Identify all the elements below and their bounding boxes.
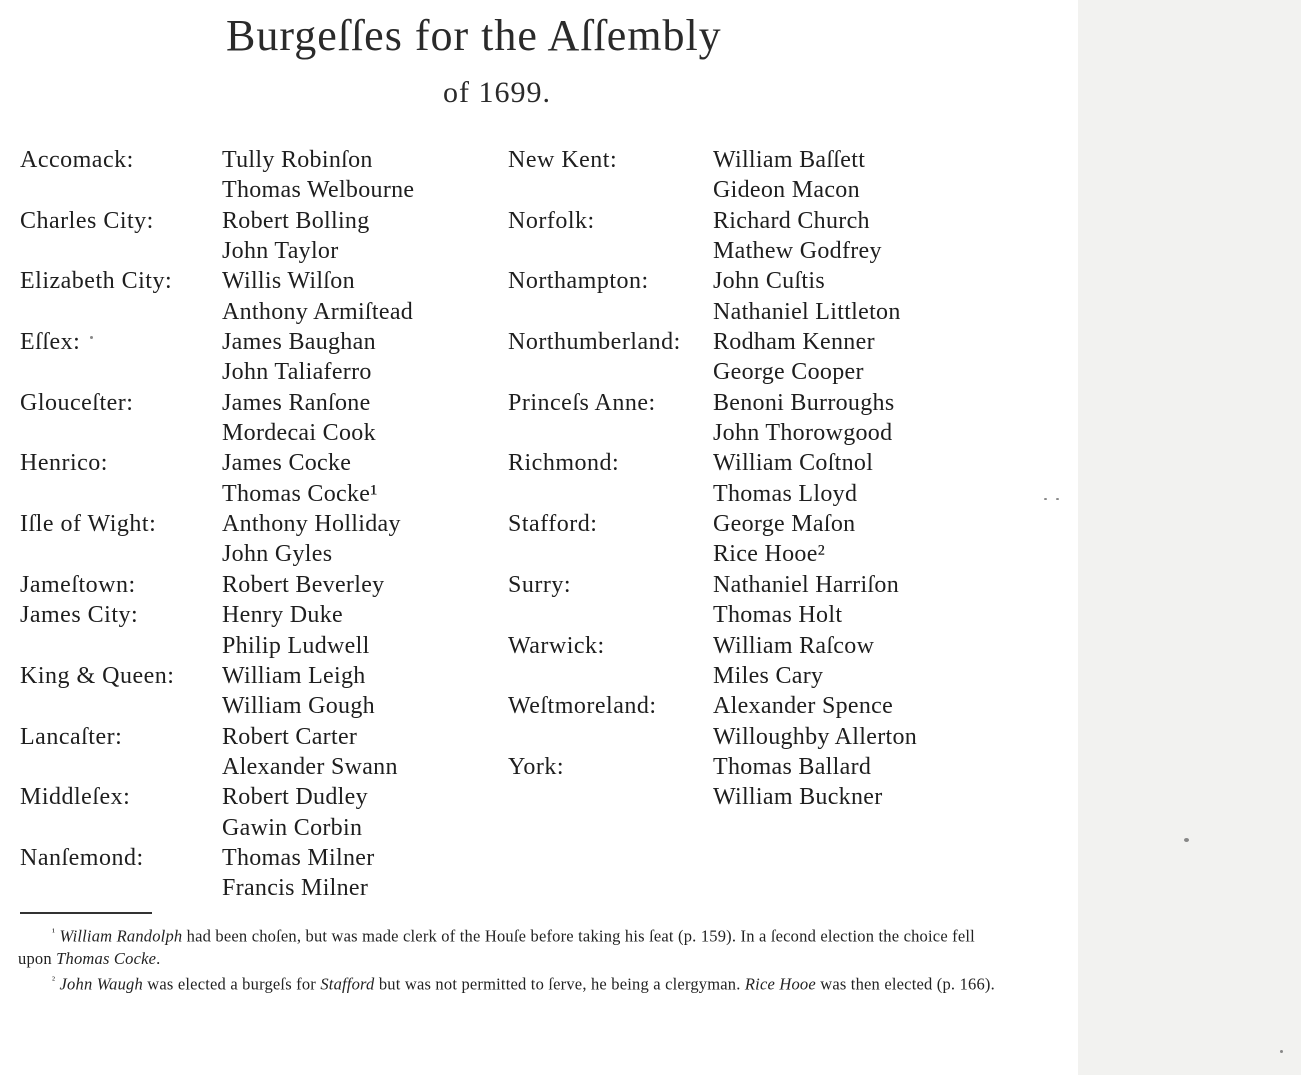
- county-name: Eſſex:: [20, 329, 81, 356]
- burgess-list: [222, 570, 384, 600]
- county-name: Weſtmoreland:: [508, 693, 657, 720]
- paper-speck: [90, 336, 93, 339]
- county-entry: [20, 661, 490, 722]
- county-name: Northumberland:: [508, 329, 681, 356]
- footnote-name: Rice Hooe: [744, 974, 816, 993]
- county-name: York:: [508, 753, 565, 780]
- burgess-name: Willoughby Allerton: [713, 723, 918, 750]
- county-entry: [20, 509, 490, 570]
- burgess-name: Thomas Milner: [222, 844, 375, 871]
- burgess-name: Alexander Swann: [222, 753, 398, 780]
- paper-speck: [1280, 1050, 1283, 1053]
- county-name: Elizabeth City:: [20, 268, 173, 295]
- burgess-list: [713, 691, 917, 752]
- footnote-mark: ¹: [52, 927, 56, 938]
- county-entry: [508, 327, 958, 388]
- county-name: King & Queen:: [20, 662, 175, 689]
- burgess-name: George Maſon: [713, 511, 856, 538]
- footnote-1: [18, 922, 998, 970]
- burgess-name: Robert Beverley: [222, 571, 385, 598]
- burgess-list: [222, 206, 370, 267]
- burgess-list: [713, 145, 865, 206]
- county-name: Northampton:: [508, 268, 649, 295]
- burgess-name: John Taliaferro: [222, 359, 372, 386]
- burgess-name: Francis Milner: [222, 875, 369, 902]
- burgess-name: Mathew Godfrey: [713, 238, 882, 265]
- county-name: New Kent:: [508, 147, 618, 173]
- burgess-list: [222, 509, 401, 570]
- paper-speck: [1184, 838, 1189, 842]
- burgess-name: Gideon Macon: [713, 177, 860, 204]
- county-entry: [508, 448, 958, 509]
- burgess-name: William Gough: [222, 693, 375, 720]
- burgess-list: [713, 509, 855, 570]
- burgess-list: [713, 206, 882, 267]
- burgess-name: William Coſtnol: [713, 450, 874, 477]
- county-name: Glouceſter:: [20, 389, 134, 416]
- burgess-list: [713, 752, 883, 813]
- burgess-name: James Ranſone: [222, 389, 371, 416]
- burgess-name: William Buckner: [713, 784, 883, 811]
- burgess-name: William Raſcow: [713, 632, 875, 659]
- county-entry: [508, 266, 958, 327]
- burgess-name: John Cuſtis: [713, 268, 825, 295]
- burgess-name: Robert Bolling: [222, 207, 370, 234]
- burgess-list: [222, 327, 376, 388]
- left-column: [20, 145, 490, 904]
- county-name: Stafford:: [508, 511, 598, 538]
- burgess-name: James Baughan: [222, 329, 376, 356]
- county-entry: [20, 206, 490, 267]
- burgess-name: Henry Duke: [222, 602, 343, 629]
- county-name: Jameſtown:: [20, 571, 136, 598]
- county-name: Middleſex:: [20, 784, 131, 811]
- burgess-name: Gawin Corbin: [222, 814, 363, 841]
- burgess-list: [713, 448, 873, 509]
- county-name: Lancaſter:: [20, 723, 123, 750]
- county-entry: [508, 570, 958, 631]
- burgess-name: George Cooper: [713, 359, 864, 386]
- burgess-name: Mordecai Cook: [222, 420, 376, 447]
- paper-speck: [1044, 498, 1047, 500]
- burgess-name: Anthony Armiſtead: [222, 298, 414, 325]
- burgess-list: [222, 266, 413, 327]
- county-name: Nanſemond:: [20, 844, 144, 871]
- county-entry: [20, 843, 490, 904]
- burgess-name: Thomas Lloyd: [713, 480, 858, 507]
- page-margin: [1078, 0, 1301, 1075]
- county-name: Accomack:: [20, 147, 134, 173]
- burgess-name: Robert Carter: [222, 723, 358, 750]
- burgess-list: [222, 782, 368, 843]
- county-name: Richmond:: [508, 450, 620, 477]
- footnote-text: was then elected (p. 166).: [815, 974, 995, 993]
- burgess-list: [222, 388, 376, 449]
- footnote-name: John Waugh: [59, 974, 143, 993]
- county-name: Princeſs Anne:: [508, 389, 656, 416]
- burgess-name: Nathaniel Harriſon: [713, 571, 899, 598]
- county-name: Norfolk:: [508, 207, 595, 234]
- footnote-text: .: [156, 948, 161, 968]
- burgess-name: Alexander Spence: [713, 693, 894, 720]
- burgess-name: Thomas Welbourne: [222, 177, 415, 204]
- burgess-name: Rice Hooe²: [713, 541, 826, 568]
- burgess-list: [713, 631, 874, 692]
- footnotes: [18, 922, 998, 995]
- county-entry: [508, 145, 958, 206]
- burgess-list: [222, 145, 414, 206]
- burgess-name: William Baſſett: [713, 147, 866, 173]
- burgess-list: [713, 266, 901, 327]
- county-entry: [20, 388, 490, 449]
- burgess-name: Nathaniel Littleton: [713, 298, 901, 325]
- right-column: [508, 145, 958, 813]
- burgess-name: John Taylor: [222, 238, 339, 265]
- burgess-name: Thomas Cocke¹: [222, 480, 378, 507]
- burgess-list: [713, 570, 899, 631]
- footnote-name: Thomas Cocke: [56, 948, 157, 968]
- burgess-list: [222, 722, 398, 783]
- burgess-list: [713, 388, 894, 449]
- county-entry: [20, 266, 490, 327]
- county-entry: [20, 448, 490, 509]
- burgess-name: Philip Ludwell: [222, 632, 370, 659]
- burgess-name: Thomas Holt: [713, 602, 843, 629]
- burgess-name: Richard Church: [713, 207, 870, 234]
- footnote-rule: [20, 912, 152, 914]
- county-entry: [508, 691, 958, 752]
- burgess-name: Thomas Ballard: [713, 753, 872, 780]
- footnote-text: but was not permitted to ſerve, he being a clergyman.: [374, 974, 745, 993]
- county-name: Charles City:: [20, 207, 154, 234]
- page-title: Burgeſſes for the Aſſembly: [226, 11, 722, 60]
- county-entry: [20, 145, 490, 206]
- county-entry: [508, 388, 958, 449]
- footnote-text: was elected a burgeſs for: [142, 974, 321, 993]
- footnote-mark: ²: [52, 974, 56, 986]
- burgess-name: Tully Robinſon: [222, 147, 373, 173]
- burgess-name: Benoni Burroughs: [713, 389, 895, 416]
- burgess-name: Robert Dudley: [222, 784, 368, 811]
- county-name: Henrico:: [20, 450, 108, 477]
- county-entry: [20, 722, 490, 783]
- county-entry: [508, 509, 958, 570]
- county-entry: [508, 631, 958, 692]
- county-name: James City:: [20, 602, 139, 629]
- burgess-list: [713, 327, 875, 388]
- burgess-name: Rodham Kenner: [713, 329, 875, 356]
- burgess-list: [222, 448, 378, 509]
- burgess-name: William Leigh: [222, 662, 366, 689]
- county-name: Surry:: [508, 571, 571, 598]
- county-name: Warwick:: [508, 632, 605, 659]
- footnote-place: Stafford: [320, 974, 375, 993]
- county-entry: [20, 600, 490, 661]
- burgess-name: John Gyles: [222, 541, 333, 568]
- burgess-name: Miles Cary: [713, 662, 824, 689]
- paper-speck: [1056, 498, 1059, 500]
- county-entry: [20, 570, 490, 600]
- burgess-name: John Thorowgood: [713, 420, 893, 447]
- burgess-name: Willis Wilſon: [222, 268, 355, 295]
- county-entry: [508, 752, 958, 813]
- county-entry: [20, 782, 490, 843]
- burgess-list: [222, 600, 370, 661]
- footnote-2: [18, 970, 998, 996]
- burgess-name: James Cocke: [222, 450, 352, 477]
- burgess-list: [222, 843, 375, 904]
- burgess-list: [222, 661, 375, 722]
- page-subtitle: of 1699.: [443, 76, 551, 109]
- burgess-name: Anthony Holliday: [222, 511, 401, 538]
- county-entry: [508, 206, 958, 267]
- footnote-name: William Randolph: [59, 926, 183, 946]
- footnote-text: had been choſen, but was made clerk of the Houſe before taking his ſeat (p. 159). In a ſecond election the choice fell upon: [18, 926, 975, 968]
- county-name: Iſle of Wight:: [20, 511, 157, 538]
